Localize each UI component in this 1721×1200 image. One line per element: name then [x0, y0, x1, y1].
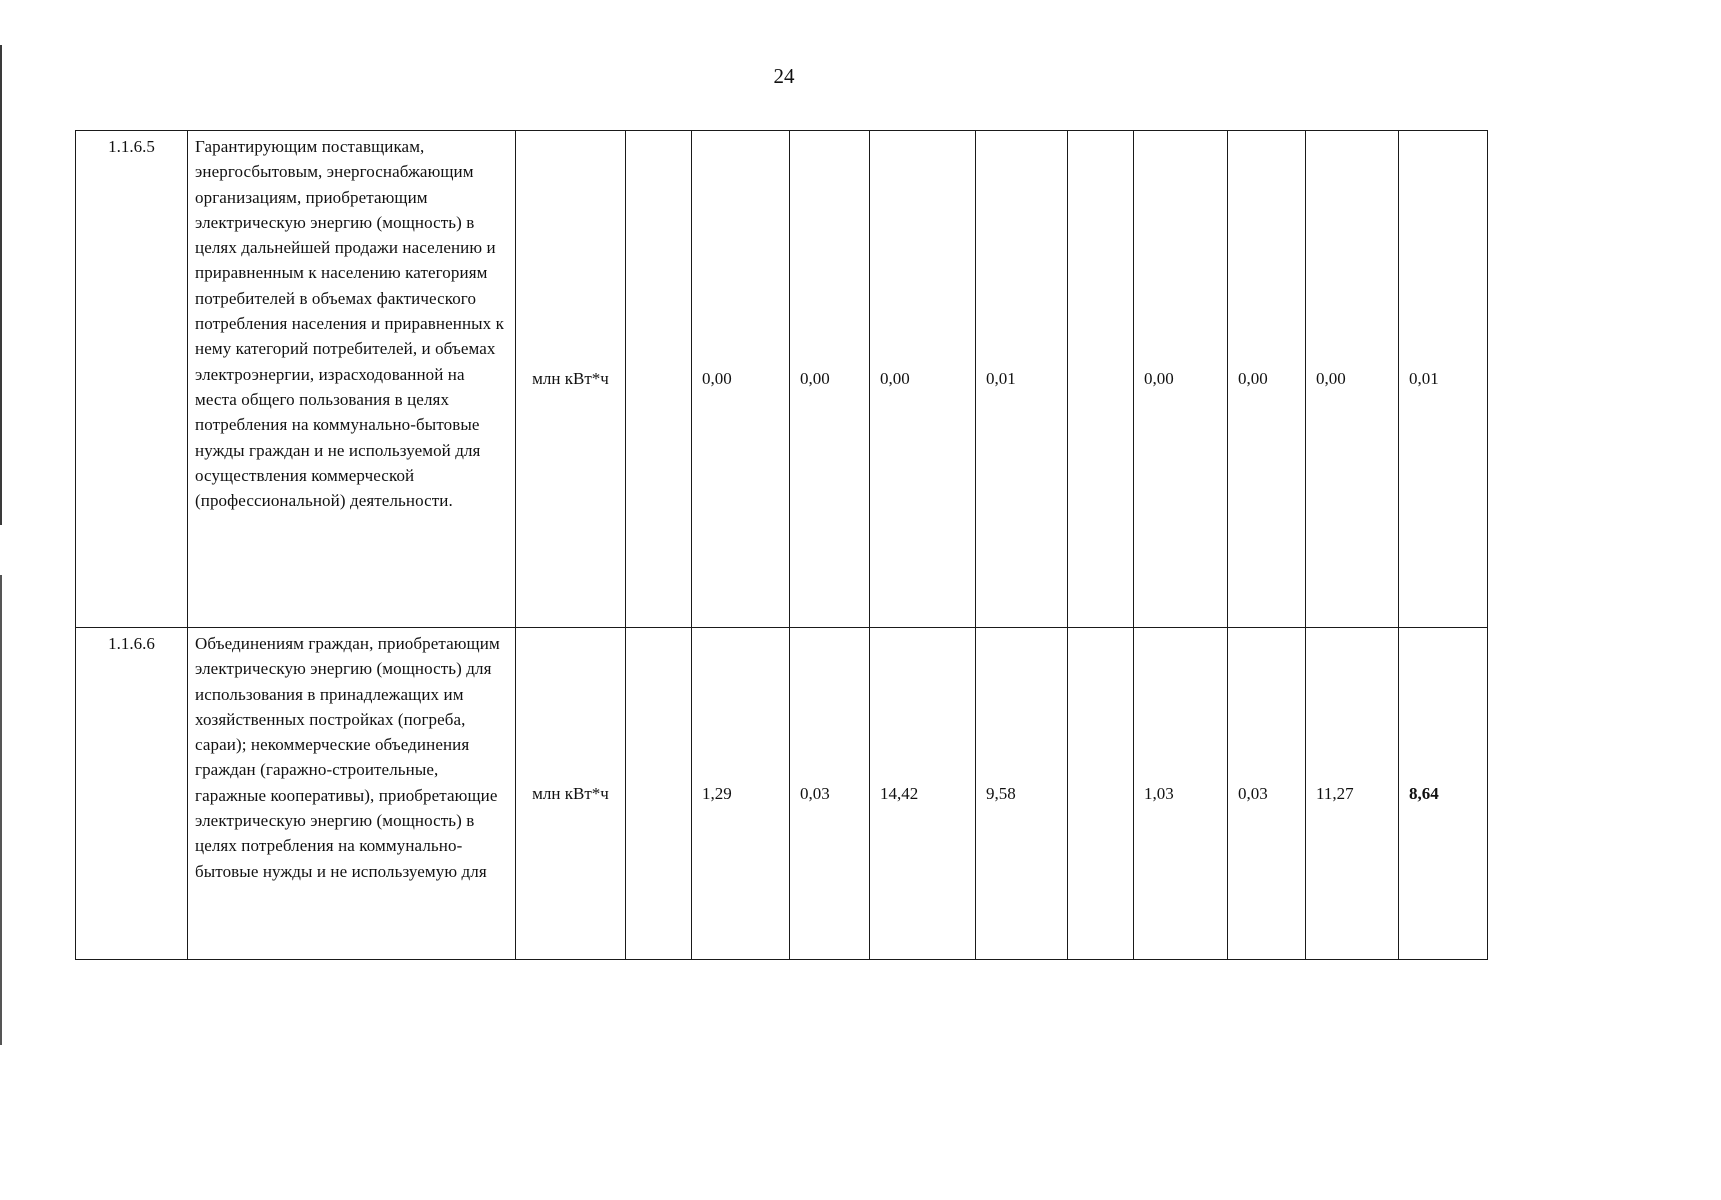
value-cell	[1068, 131, 1134, 628]
value-cell: 14,42	[870, 628, 976, 960]
value-cell: 0,00	[790, 131, 870, 628]
row-code: 1.1.6.5	[76, 131, 188, 628]
value-cell: 1,29	[692, 628, 790, 960]
value-cell: 0,00	[870, 131, 976, 628]
value-cell: 9,58	[976, 628, 1068, 960]
scan-edge-upper	[0, 45, 2, 525]
table-row	[76, 628, 1488, 960]
data-table	[75, 130, 1488, 960]
value-cell: 0,03	[1228, 628, 1306, 960]
row-description: Гарантирующим поставщикам, энергосбытовым, энергоснабжающим организациям, приобретающим электрическую энергию (мощность) в целях дальнейшей продажи населению и приравненным к населению категориям потребителей в объемах фактического потребления населения и приравненных к нему категорий потребителей, и объемах электроэнергии, израсходованной на места общего пользования в целях потребления на коммунально-бытовые нужды граждан и не используемой для осуществления коммерческой (профессиональной) деятельности.	[188, 131, 516, 628]
value-cell: 0,01	[1399, 131, 1488, 628]
page-number: 24	[773, 64, 795, 88]
table-row	[76, 131, 1488, 628]
value-cell	[1068, 628, 1134, 960]
value-cell	[626, 628, 692, 960]
value-cell: 1,03	[1134, 628, 1228, 960]
value-cell: 0,00	[1134, 131, 1228, 628]
value-cell: 8,64	[1399, 628, 1488, 960]
row-unit: млн кВт*ч	[516, 131, 626, 628]
row-unit: млн кВт*ч	[516, 628, 626, 960]
scan-edge-lower	[0, 575, 2, 1045]
value-cell	[626, 131, 692, 628]
row-description: Объединениям граждан, приобретающим электрическую энергию (мощность) для использования в принадлежащих им хозяйственных постройках (погреба, сараи); некоммерческие объединения граждан (гаражно-строительные, гаражные кооперативы), приобретающие электрическую энергию (мощность) в целях потребления на коммунально-бытовые нужды и не используемую для	[188, 628, 516, 960]
value-cell: 0,00	[1228, 131, 1306, 628]
value-cell: 11,27	[1306, 628, 1399, 960]
row-code: 1.1.6.6	[76, 628, 188, 960]
value-cell: 0,00	[692, 131, 790, 628]
value-cell: 0,01	[976, 131, 1068, 628]
value-cell: 0,00	[1306, 131, 1399, 628]
value-cell: 0,03	[790, 628, 870, 960]
